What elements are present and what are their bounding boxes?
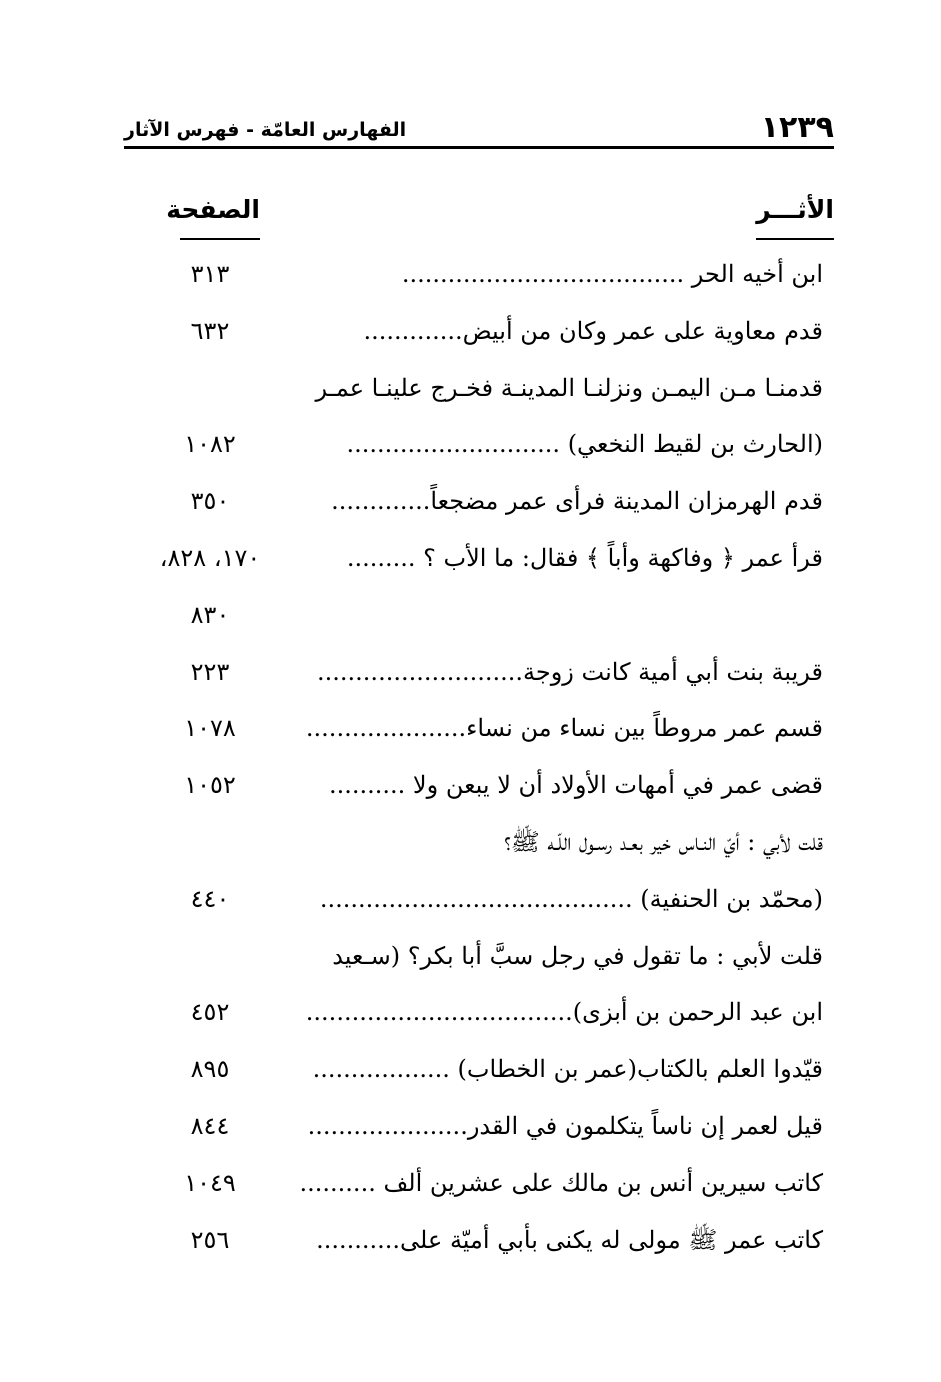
- entry-column-heading: الأثـــر: [756, 192, 834, 240]
- index-row: [0, 418, 941, 475]
- index-row: [0, 589, 941, 646]
- entry-text: كاتب سيرين أنس بن مالك على عشرين ألف ..........: [299, 1168, 823, 1197]
- page-reference: ٤٤٠: [190, 884, 230, 913]
- page-reference: ٣٥٠: [190, 487, 230, 516]
- index-row: [0, 1214, 941, 1271]
- entry-text: كاتب عمر ﷺ مولى له يكنى بأبي أميّة على...........: [316, 1225, 823, 1254]
- index-row: [0, 1043, 941, 1100]
- page-reference: ٨٤٤: [190, 1111, 230, 1140]
- index-row: [0, 475, 941, 532]
- entry-text: ابن أخيه الحر .....................................: [401, 260, 823, 288]
- page-reference: ٣١٣: [190, 260, 230, 288]
- index-row: [0, 759, 941, 816]
- page-column-heading: الصفحة: [180, 192, 260, 240]
- page-reference: ١٠٨٢: [184, 430, 236, 459]
- page-reference: ٦٣٢: [190, 316, 230, 345]
- entry-text: قرأ عمر ﴿ وفاكهة وأباً ﴾ فقال: ما الأب ؟ .........: [346, 543, 823, 572]
- index-row: [0, 816, 941, 873]
- running-head: [124, 108, 834, 148]
- index-row: [0, 1157, 941, 1214]
- page-reference: ١٠٧٨: [184, 714, 236, 743]
- entry-text: قيل لعمر إن ناساً يتكلمون في القدر.....................: [307, 1111, 823, 1140]
- page-number: ١٢٣٩: [760, 110, 834, 145]
- entry-text: (محمّد بن الحنفية) .........................................: [319, 884, 823, 913]
- entry-text: قلت لأبي : أيّ النـاس خير بعـد رسـول اللّـه ﷺ؟: [504, 827, 823, 856]
- page-reference: ٨٩٥: [190, 1055, 230, 1084]
- index-row: [0, 532, 941, 589]
- index-entries: [0, 248, 941, 1270]
- page-reference: ١٠٥٢: [184, 771, 236, 800]
- running-title: الفهارس العامّة - فهرس الآثار: [124, 119, 407, 141]
- header-rule: [124, 146, 834, 149]
- entry-text: قسم عمر مروطاً بين نساء من نساء.....................: [305, 714, 823, 743]
- index-row: [0, 930, 941, 987]
- index-row: [0, 305, 941, 362]
- entry-text: قريبة بنت أبي أمية كانت زوجة...........................: [317, 657, 823, 686]
- entry-text: قيّدوا العلم بالكتاب(عمر بن الخطاب) ..................: [312, 1055, 823, 1084]
- page-reference: ٢٥٦: [190, 1225, 230, 1254]
- entry-text: قلت لأبي : ما تقول في رجل سبَّ أبا بكر؟ (سـعيد: [332, 941, 823, 970]
- index-row: [0, 646, 941, 703]
- entry-text: قدم معاوية على عمر وكان من أبيض.............: [363, 316, 823, 345]
- entry-text: قدمنـا مـن اليمـن ونزلنـا المدينـة فخـرج علينـا عمـر: [315, 373, 823, 402]
- index-row: [0, 702, 941, 759]
- page-reference: ١٧٠، ٨٢٨،: [159, 543, 261, 572]
- index-row: [0, 362, 941, 419]
- index-row: [0, 873, 941, 930]
- page-reference: ١٠٤٩: [184, 1168, 236, 1197]
- entry-text: قدم الهرمزان المدينة فرأى عمر مضجعاً.............: [331, 487, 823, 516]
- entry-text: (الحارث بن لقيط النخعي) ............................: [346, 430, 823, 459]
- index-row: [0, 986, 941, 1043]
- index-row: [0, 248, 941, 305]
- index-row: [0, 1100, 941, 1157]
- entry-text: ابن عبد الرحمن بن أبزى)...................................: [305, 998, 823, 1027]
- page-reference: ٢٢٣: [190, 657, 230, 686]
- entry-text: قضى عمر في أمهات الأولاد أن لا يبعن ولا ..........: [329, 771, 823, 800]
- page-reference: ٨٣٠: [190, 600, 230, 629]
- page-reference: ٤٥٢: [190, 998, 230, 1027]
